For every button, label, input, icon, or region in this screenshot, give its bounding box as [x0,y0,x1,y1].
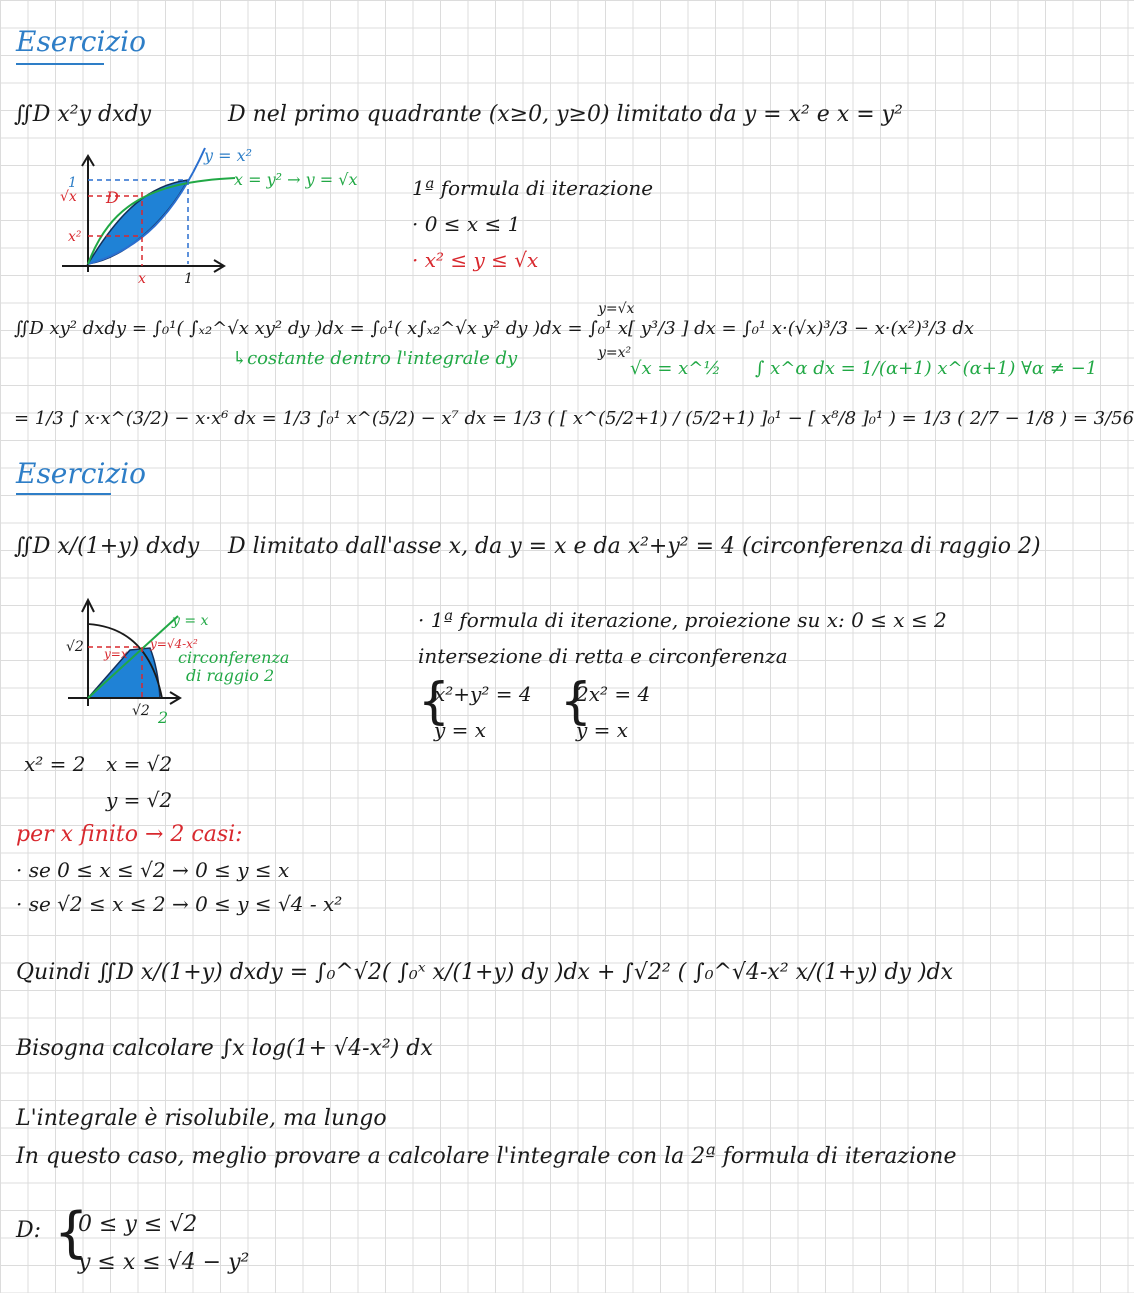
ex2-case1: · se 0 ≤ x ≤ √2 → 0 ≤ y ≤ x [16,858,290,882]
ex2-curve-label: y=√4-x² [150,637,198,651]
ex2-formula-line: · 1ª formula di iterazione, proiezione su x: 0 ≤ x ≤ 2 [418,608,947,632]
ex2-risolubile: L'integrale è risolubile, ma lungo [16,1106,387,1131]
ex2-res-b: x = √2 [106,752,173,776]
ex2-integral: ∬D x/(1+y) dxdy [14,534,200,559]
ex2-sys1-a: x²+y² = 4 [434,682,532,706]
ex1-region-label: D [106,188,119,207]
ex1-note-const: ↳costante dentro l'integrale dy [232,348,518,369]
ex1-integral: ∬D x²y dxdy [14,102,152,127]
ex1-note-sqrt: √x = x^½ [630,358,721,379]
ex2-sys2-b: y = x [576,718,629,742]
ex2-sys2-brace: { [560,672,592,730]
ex2-circle-note2: di raggio 2 [186,666,275,685]
ex2-domain: D limitato dall'asse x, da y = x e da x²+y² = 4 (circonferenza di raggio 2) [228,534,1041,559]
ex1-x-tick-1: 1 [184,271,193,287]
ex1-limit-upper: y=√x [598,301,635,317]
ex1-line2: = 1/3 ∫ x·x^(3/2) − x·x⁶ dx = 1/3 ∫₀¹ x^(5/2) − x⁷ dx = 1/3 ( [ x^(5/2+1) / (5/2+1) ]₀¹ − [ x⁸/8 ]₀¹ ) = 1/3 ( 2/7 − 1/8 ) = 3/56 [14,408,1134,429]
ex1-curve1-label: y = x² [204,146,253,165]
ex1-formula-title: 1ª formula di iterazione [412,176,654,200]
ex2-sys1-b: y = x [434,718,487,742]
ex1-title: Esercizio [16,25,146,58]
ex2-line-label: y = x [172,613,209,629]
ex2-sys2-a: 2x² = 4 [576,682,651,706]
ex2-x-tick-sqrt2: √2 [132,703,150,719]
ex1-cond2: · x² ≤ y ≤ √x [412,248,539,272]
ex2-quindi: Quindi ∬D x/(1+y) dxdy = ∫₀^√2( ∫₀ˣ x/(1+y) dy )dx + ∫√2² ( ∫₀^√4-x² x/(1+y) dy )dx [16,960,954,985]
ex1-cond1: · 0 ≤ x ≤ 1 [412,212,521,236]
ex1-note-power: ∫ x^α dx = 1/(α+1) x^(α+1) ∀α ≠ −1 [755,358,1098,379]
ex2-dash-label: y=x [104,647,128,661]
ex2-res-c: y = √2 [106,788,173,812]
ex1-y-tick-x2: x² [68,229,82,245]
ex2-d-brace: { [54,1201,89,1264]
ex2-intersection: intersezione di retta e circonferenza [418,644,788,668]
ex2-d-label: D: [16,1218,42,1243]
ex1-x-tick-x: x [138,271,146,287]
ex1-domain: D nel primo quadrante (x≥0, y≥0) limitato da y = x² e x = y² [228,102,903,127]
ex1-y-tick-sqrtx: √x [60,189,77,205]
ex2-bisogna: Bisogna calcolare ∫x log(1+ √4-x²) dx [16,1036,433,1061]
ex2-circle-note: circonferenza [178,648,290,667]
ex1-line1: ∬D xy² dxdy = ∫₀¹( ∫ₓ₂^√x xy² dy )dx = ∫₀¹( x∫ₓ₂^√x y² dy )dx = ∫₀¹ x[ y³/3 ] dx = ∫₀¹ x·(√x)³/3 − x·(x²)³/3 dx [14,318,975,339]
ex1-y-tick-1: 1 [68,175,77,191]
ex1-curve2-label: x = y² → y = √x [234,170,358,189]
ex2-case2: · se √2 ≤ x ≤ 2 → 0 ≤ y ≤ √4 - x² [16,892,343,916]
ex2-cases-title: per x finito → 2 casi: [16,822,243,847]
ex2-y-tick: √2 [66,639,84,655]
ex1-limit-lower: y=x² [598,345,632,361]
ex2-d-cond2: y ≤ x ≤ √4 − y² [78,1250,250,1275]
ex2-x-tick-2: 2 [158,708,169,727]
ex2-title: Esercizio [16,457,146,490]
ex2-res-a: x² = 2 [24,752,86,776]
ex2-d-cond1: 0 ≤ y ≤ √2 [78,1212,198,1237]
ex2-questo-caso: In questo caso, meglio provare a calcolare l'integrale con la 2ª formula di iterazione [16,1144,957,1169]
ex2-sys1-brace: { [418,672,450,730]
